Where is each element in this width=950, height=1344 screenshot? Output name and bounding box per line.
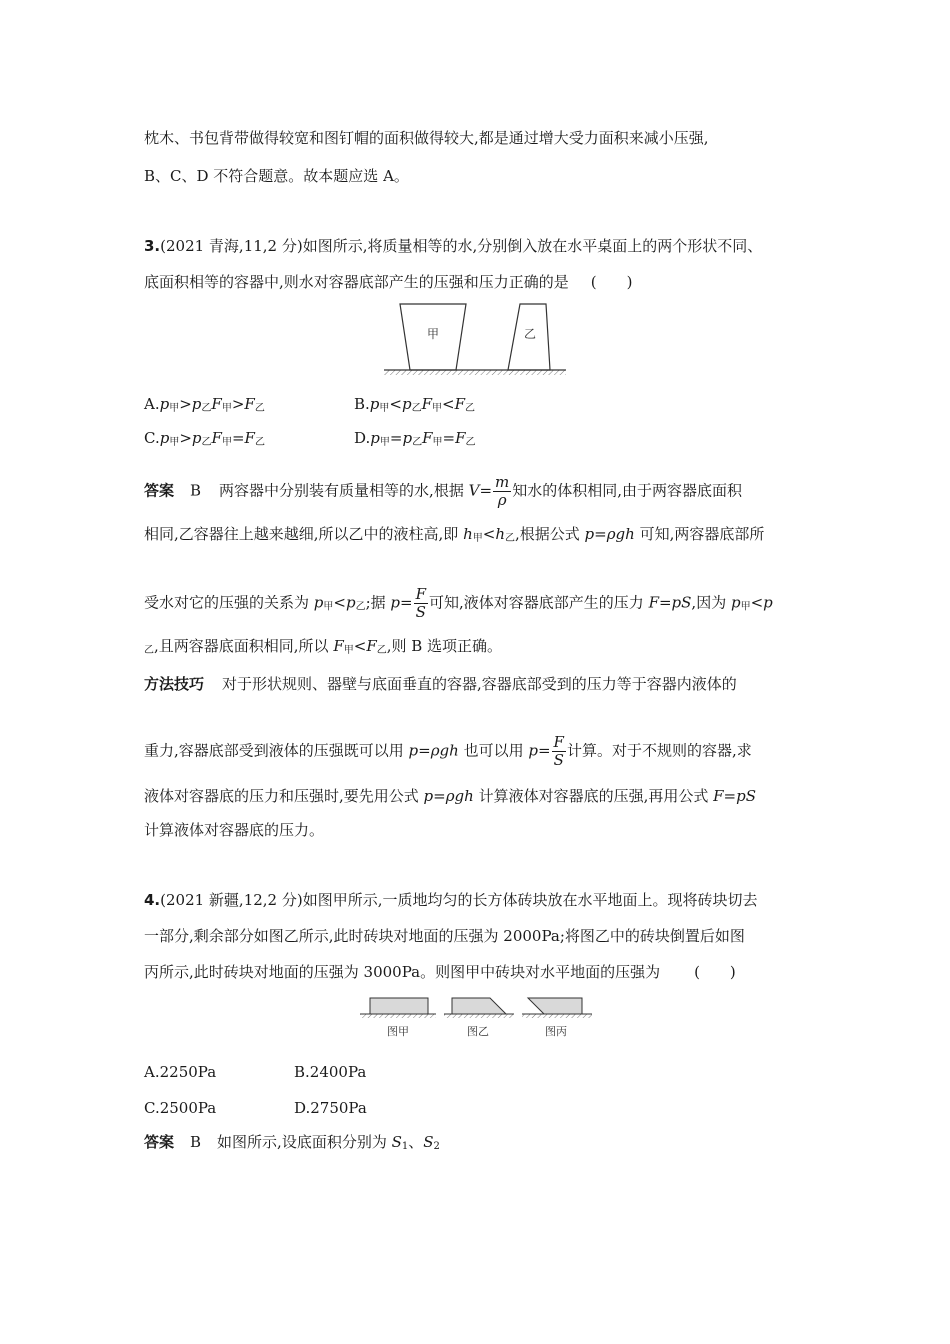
q3-option-b: $B.p_甲<p_乙F_甲<F_乙$ <box>354 395 476 414</box>
method-fraction-f-over-s: $\frac{F}{S}$ <box>553 733 564 769</box>
q3-stem-line-2 <box>144 272 633 292</box>
method-line-4: 计算液体对容器底的压力。 <box>144 821 325 839</box>
ground-bing-hatch <box>522 1014 592 1018</box>
q3-answer-bracket: ( ) <box>590 273 633 291</box>
label-bing: 图丙 <box>545 1025 567 1038</box>
brick-yi <box>452 998 506 1014</box>
container-yi-label: 乙 <box>523 327 537 341</box>
q4-source: (2021 新疆,12,2 分) <box>160 891 303 909</box>
q4-stem-line-3: 丙所示,此时砖块对地面的压强为 3000Pa。则图甲中砖块对水平地面的压强为 ( ) <box>144 963 736 981</box>
prev-line-1: 枕木、书包背带做得较宽和图钉帽的面积做得较大,都是通过增大受力面积来减小压强, <box>144 129 709 147</box>
q3-stem-text-2: 底面积相等的容器中,则水对容器底部产生的压强和压力正确的是 <box>144 273 569 291</box>
ground-jia-hatch <box>360 1014 436 1018</box>
q3-source: (2021 青海,11,2 分) <box>160 237 303 255</box>
q4-answer-line-1: 答案 B 如图所示,设底面积分别为 $S_1$、$S_2$ <box>144 1133 440 1152</box>
method-label: 方法技巧 <box>144 675 205 693</box>
method-line-3: 液体对容器底的压力和压强时,要先用公式 p=ρgh 计算液体对容器底的压强,再用公式 F=pS <box>144 787 756 805</box>
q3-containers-figure <box>380 300 570 380</box>
prev-line-2: B、C、D 不符合题意。故本题应选 A。 <box>144 167 409 185</box>
label-jia: 图甲 <box>387 1025 409 1038</box>
q3-stem-text-1: 如图所示,将质量相等的水,分别倒入放在水平桌面上的两个形状不同、 <box>302 237 763 255</box>
fraction-m-over-rho: $\frac{m}{\rho}$ <box>495 473 510 509</box>
q4-option-d: D.2750Pa <box>294 1099 367 1117</box>
q3-option-d: $D.p_甲=p_乙F_甲=F_乙$ <box>354 429 476 448</box>
brick-bing <box>528 998 582 1014</box>
q4-option-c: C.2500Pa <box>144 1099 217 1117</box>
q3-table-surface-hatch <box>384 370 566 375</box>
q4-option-a: A.2250Pa <box>144 1063 217 1081</box>
q3-answer-label: 答案 <box>144 481 175 500</box>
q3-number: 3. <box>144 237 161 255</box>
q4-answer-bracket: ( ) <box>694 963 736 981</box>
q3-stem-line-1 <box>144 236 762 256</box>
q4-stem-line-1: 4.(2021 新疆,12,2 分)如图甲所示,一质地均匀的长方体砖块放在水平地面上。现将砖块切去 <box>144 891 758 909</box>
q4-option-b: B.2400Pa <box>294 1063 367 1081</box>
ground-yi-hatch <box>444 1014 514 1018</box>
brick-jia <box>370 998 428 1014</box>
q4-stem-line-2: 一部分,剩余部分如图乙所示,此时砖块对地面的压强为 2000Pa;将图乙中的砖块倒置后如图 <box>144 927 745 945</box>
method-line-2: 重力,容器底部受到液体的压强既可以用 p=ρgh 也可以用 p= $\frac{F}{S}$ 计算。对于不规则的容器,求 <box>144 733 752 769</box>
fraction-f-over-s: $\frac{F}{S}$ <box>415 585 427 621</box>
q3-answer-line-4: $_乙$,且两容器底面积相同,所以 $F_甲<F_乙$,则 B 选项正确。 <box>144 637 503 656</box>
q3-answer-line-2: 相同,乙容器往上越来越细,所以乙中的液柱高,即 $h_甲<h_乙$,根据公式 p=ρgh 可知,两容器底部所 <box>144 525 765 544</box>
q4-number: 4. <box>144 891 161 909</box>
label-yi: 图乙 <box>467 1025 489 1038</box>
container-jia-label: 甲 <box>426 327 440 341</box>
q3-answer-choice: B <box>190 481 202 500</box>
q3-option-c: $C.p_甲>p_乙F_甲=F_乙$ <box>144 429 265 448</box>
q4-answer-choice: B <box>190 1133 202 1151</box>
q4-answer-label: 答案 <box>144 1133 175 1151</box>
method-line-1: 方法技巧 对于形状规则、器壁与底面垂直的容器,容器底部受到的压力等于容器内液体的 <box>144 675 737 693</box>
q3-answer-line-1: 答案 B 两容器中分别装有质量相等的水,根据 V= $\frac{m}{\rho}$ 知水的体积相同,由于两容器底面积 <box>144 473 743 509</box>
q3-option-a: $A.p_甲>p_乙F_甲>F_乙$ <box>144 395 265 414</box>
q4-bricks-figure <box>356 990 596 1042</box>
q3-answer-line-3: 受水对它的压强的关系为 $p_甲<p_乙$;据 p= $\frac{F}{S}$ 可知,液体对容器底部产生的压力 F=pS,因为 $p_甲<p$ <box>144 585 773 621</box>
